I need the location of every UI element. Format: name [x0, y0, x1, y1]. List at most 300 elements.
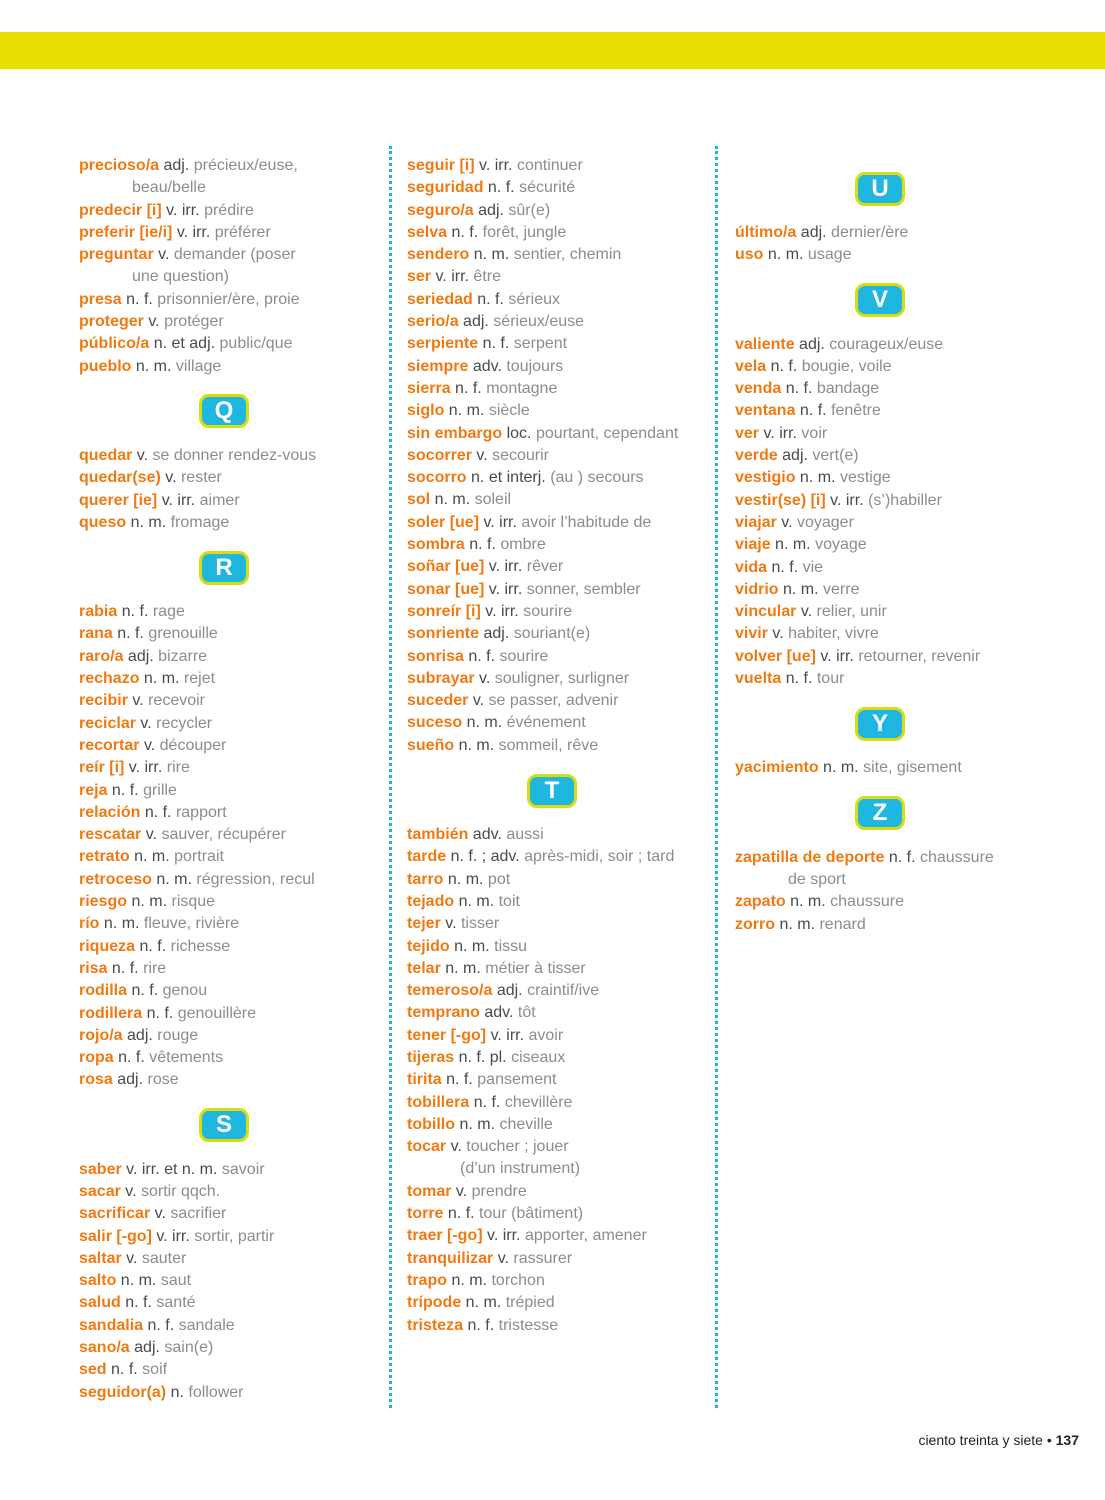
dictionary-column-1: [79, 155, 379, 1404]
column-divider-2: [715, 146, 718, 1408]
dictionary-entry: [79, 869, 379, 891]
entry-headword: vidrio: [735, 580, 779, 598]
entry-headword: tijeras: [407, 1048, 455, 1066]
entry-definition: sauver, récupérer: [161, 826, 286, 844]
entry-grammar: n. m.: [445, 959, 481, 977]
entry-headword: suceder: [407, 692, 469, 710]
letter-section-header: [735, 690, 1025, 757]
entry-headword: riesgo: [79, 893, 128, 911]
entry-grammar: n. f.: [446, 1071, 473, 1089]
entry-definition: siècle: [488, 402, 530, 420]
entry-definition: chaussure: [919, 848, 994, 866]
entry-definition: saut: [160, 1272, 192, 1290]
dictionary-entry: [79, 244, 379, 266]
entry-definition: sérieux/euse: [493, 313, 585, 331]
entry-headword: viaje: [735, 536, 771, 554]
dictionary-entry: [735, 623, 1035, 645]
dictionary-entry: [79, 222, 379, 244]
entry-definition: rejet: [183, 670, 216, 688]
entry-headword: sacrificar: [79, 1205, 151, 1223]
dictionary-entry: [407, 1225, 707, 1247]
entry-headword: reciclar: [79, 714, 136, 732]
entry-headword: seguir [i]: [407, 157, 475, 174]
entry-headword: sueño: [407, 736, 455, 754]
entry-headword: salir [-go]: [79, 1227, 152, 1245]
header-color-band: [0, 32, 1105, 69]
entry-grammar: n. f.: [117, 625, 144, 643]
entry-grammar: v. irr.: [435, 268, 469, 286]
dictionary-entry: [735, 400, 1035, 422]
entry-definition: tristesse: [498, 1316, 559, 1334]
entry-headword: subrayar: [407, 669, 475, 687]
entry-grammar: v.: [145, 826, 157, 844]
entry-grammar: n. m.: [448, 402, 485, 420]
entry-definition: vêtements: [149, 1049, 224, 1067]
entry-headword: ventana: [735, 402, 796, 420]
entry-definition: toujours: [506, 357, 564, 375]
entry-grammar: v.: [445, 915, 457, 933]
dictionary-entry: [79, 311, 379, 333]
page-footer: [918, 1432, 1079, 1448]
entry-grammar: n. m.: [130, 513, 167, 531]
entry-definition: montagne: [486, 379, 558, 397]
entry-headword: raro/a: [79, 647, 124, 665]
dictionary-entry: [735, 601, 1035, 623]
entry-headword: uso: [735, 246, 764, 264]
entry-definition: relier, unir: [816, 603, 887, 621]
entry-headword: sonrisa: [407, 647, 464, 665]
entry-definition: préférer: [214, 223, 271, 241]
entry-definition: trépied: [505, 1294, 555, 1312]
dictionary-entry: [407, 222, 707, 244]
dictionary-entry: [407, 668, 707, 690]
dictionary-entry: [79, 623, 379, 645]
entry-headword: último/a: [735, 224, 797, 241]
dictionary-entry: [407, 980, 707, 1002]
entry-headword: traer [-go]: [407, 1227, 483, 1245]
entry-definition: torchon: [491, 1271, 545, 1289]
entry-headword: pueblo: [79, 357, 132, 375]
dictionary-entry: [79, 1292, 379, 1314]
entry-headword: saber: [79, 1160, 122, 1178]
entry-headword: vuelta: [735, 670, 782, 688]
entry-grammar: n.: [170, 1383, 184, 1401]
entry-headword: rescatar: [79, 826, 142, 844]
entry-definition: fenêtre: [831, 402, 881, 420]
entry-definition: rassurer: [513, 1249, 573, 1267]
dictionary-entry: [407, 534, 707, 556]
dictionary-entry: [79, 1226, 379, 1248]
letter-badge: Z: [855, 796, 905, 830]
dictionary-entry: [79, 200, 379, 222]
entry-headword: risa: [79, 959, 108, 977]
entry-definition: souligner, surligner: [494, 669, 630, 687]
entry-definition: découper: [159, 736, 227, 754]
entry-definition: bandage: [816, 380, 880, 398]
entry-headword: telar: [407, 959, 441, 977]
entry-grammar: n. m.: [466, 714, 503, 732]
dictionary-entry: [407, 579, 707, 601]
entry-grammar: v.: [126, 1249, 138, 1267]
entry-headword: retrato: [79, 848, 130, 866]
entry-grammar: v. irr.: [483, 513, 517, 531]
entry-headword: quedar: [79, 446, 133, 464]
dictionary-entry: [735, 490, 1035, 512]
entry-headword: tirita: [407, 1071, 442, 1089]
entry-definition: rester: [180, 469, 222, 487]
entry-grammar: v.: [781, 513, 793, 531]
entry-definition: usage: [807, 246, 852, 264]
entry-definition: chaussure: [830, 893, 904, 911]
entry-headword: vincular: [735, 603, 797, 621]
entry-definition: cheville: [499, 1115, 553, 1133]
entry-headword: precioso/a: [79, 157, 160, 174]
entry-headword: rodillera: [79, 1004, 143, 1022]
entry-grammar: n. f.: [487, 179, 515, 197]
entry-grammar: v. irr.: [166, 201, 200, 219]
entry-grammar: v. irr.: [485, 602, 519, 620]
entry-headword: tobillo: [407, 1115, 455, 1133]
dictionary-entry: [407, 846, 707, 868]
letter-section-header: [735, 155, 1025, 222]
entry-definition: souriant(e): [513, 625, 591, 643]
entry-grammar: v. irr.: [128, 759, 163, 777]
entry-grammar: n. f.: [144, 803, 172, 821]
entry-grammar: n. m.: [454, 937, 490, 955]
entry-headword: sierra: [407, 379, 451, 397]
column-divider-1: [389, 146, 392, 1408]
entry-definition: voyage: [815, 536, 867, 554]
dictionary-entry: [407, 1069, 707, 1091]
dictionary-entry: [79, 1159, 379, 1181]
entry-grammar: n. m.: [451, 1271, 488, 1289]
entry-headword: vivir: [735, 625, 768, 643]
dictionary-entry: [407, 177, 707, 199]
entry-definition: protéger: [164, 313, 224, 331]
dictionary-entry: [79, 1181, 379, 1203]
dictionary-entry: [407, 1203, 707, 1225]
entry-definition: avoir: [528, 1026, 564, 1044]
entry-definition: se passer, advenir: [488, 692, 619, 710]
entry-grammar: v. irr.: [488, 558, 523, 576]
entry-grammar: n. m.: [134, 848, 170, 866]
entry-grammar: n. f.: [455, 379, 482, 397]
entry-definition: se donner rendez-vous: [152, 446, 317, 464]
entry-grammar: n. f.: [888, 848, 916, 866]
entry-grammar: n. m.: [135, 357, 172, 375]
entry-grammar: adv.: [472, 826, 502, 844]
entry-grammar: n. m.: [779, 915, 816, 933]
entry-grammar: n. f.: [125, 1294, 152, 1312]
entry-definition: genou: [162, 982, 208, 1000]
entry-grammar: n. m.: [783, 580, 819, 598]
entry-headword: tobillera: [407, 1093, 470, 1111]
entry-grammar: n. f.: [771, 558, 799, 576]
entry-headword: sonreír [i]: [407, 602, 481, 620]
entry-grammar: v. irr.: [479, 157, 513, 174]
entry-grammar: adj.: [782, 447, 808, 465]
entry-headword: relación: [79, 803, 141, 821]
dictionary-entry: [407, 712, 707, 734]
entry-definition: sandale: [178, 1316, 235, 1334]
entry-grammar: n. f.: [146, 1004, 174, 1022]
entry-grammar: v. irr.: [488, 580, 523, 598]
entry-definition: rage: [152, 603, 185, 621]
dictionary-entry: [79, 1270, 379, 1292]
entry-headword: yacimiento: [735, 759, 819, 777]
letter-badge: T: [527, 774, 577, 808]
entry-headword: rabia: [79, 603, 118, 621]
entry-headword: serpiente: [407, 335, 479, 353]
entry-headword: seriedad: [407, 290, 473, 308]
dictionary-entry: [407, 1292, 707, 1314]
entry-grammar: n. f. ; adv.: [450, 848, 520, 866]
entry-grammar: n. f.: [447, 1205, 475, 1223]
letter-badge: V: [855, 283, 905, 317]
entry-headword: tarro: [407, 870, 444, 888]
entry-definition: (s’)habiller: [868, 491, 942, 509]
entry-grammar: v.: [136, 446, 149, 464]
entry-headword: sol: [407, 491, 431, 509]
entry-definition: sourire: [499, 647, 549, 665]
dictionary-entry: [407, 1181, 707, 1203]
entry-grammar: adj.: [127, 1026, 153, 1044]
entry-headword: tener [-go]: [407, 1026, 487, 1044]
entry-headword: zapato: [735, 893, 786, 911]
dictionary-entry: [79, 824, 379, 846]
entry-definition: continuer: [516, 157, 583, 174]
dictionary-entry: [79, 891, 379, 913]
entry-headword: siempre: [407, 357, 469, 375]
entry-grammar: adv.: [484, 1004, 514, 1022]
entry-grammar: v. irr. et n. m.: [126, 1160, 218, 1178]
dictionary-entry: [407, 423, 707, 445]
dictionary-entry: [735, 557, 1035, 579]
entry-headword: vela: [735, 357, 767, 375]
entry-headword: sed: [79, 1361, 107, 1379]
entry-grammar: adj.: [134, 1339, 160, 1357]
dictionary-entry: [79, 646, 379, 668]
entry-headword: retroceso: [79, 870, 152, 888]
entry-definition: régression, recul: [196, 870, 315, 888]
dictionary-column-3: [735, 155, 1035, 936]
dictionary-entry: [735, 334, 1035, 356]
dictionary-entry: [79, 735, 379, 757]
entry-definition: retourner, revenir: [858, 647, 981, 665]
entry-headword: tristeza: [407, 1316, 464, 1334]
dictionary-entry: [407, 690, 707, 712]
entry-headword: trípode: [407, 1294, 462, 1312]
entry-grammar: n. m.: [459, 1115, 495, 1133]
dictionary-entry: [79, 846, 379, 868]
entry-definition: grille: [143, 781, 177, 799]
entry-headword: predecir [i]: [79, 201, 162, 219]
entry-grammar: v. irr.: [490, 1026, 525, 1044]
entry-grammar: n. m.: [103, 915, 140, 933]
entry-headword: socorrer: [407, 446, 472, 464]
entry-definition: sourire: [523, 602, 573, 620]
entry-grammar: n. f.: [770, 357, 798, 375]
entry-definition: tour: [816, 670, 845, 688]
dictionary-entry: [735, 512, 1035, 534]
entry-grammar: n. f.: [147, 1316, 175, 1334]
entry-definition: ombre: [500, 536, 546, 554]
entry-continuation: de sport: [788, 870, 846, 888]
entry-definition: sérieux: [508, 290, 560, 308]
entry-grammar: v.: [125, 1182, 137, 1200]
entry-grammar: n. f.: [482, 335, 510, 353]
entry-continuation: une question): [132, 268, 229, 286]
entry-grammar: n. m.: [156, 870, 192, 888]
entry-headword: sonriente: [407, 625, 480, 643]
entry-definition: voyager: [796, 513, 854, 531]
dictionary-entry: [79, 490, 379, 512]
dictionary-entry: [735, 467, 1035, 489]
entry-grammar: adj.: [127, 647, 154, 665]
entry-definition: prédire: [204, 201, 254, 219]
entry-definition: richesse: [170, 937, 231, 955]
entry-definition: pourtant, cependant: [535, 424, 679, 442]
entry-headword: tranquilizar: [407, 1249, 494, 1267]
entry-headword: venda: [735, 380, 782, 398]
entry-definition: (au ) secours: [550, 469, 644, 487]
entry-headword: público/a: [79, 335, 150, 353]
entry-headword: salud: [79, 1294, 121, 1312]
entry-grammar: n. m.: [775, 536, 811, 554]
entry-definition: toucher ; jouer: [466, 1138, 569, 1156]
entry-grammar: v.: [476, 446, 488, 464]
entry-definition: habiter, vivre: [788, 625, 879, 643]
entry-grammar: n. m.: [447, 870, 484, 888]
dictionary-entry: [407, 735, 707, 757]
entry-grammar: adj.: [483, 625, 510, 643]
entry-grammar: v.: [455, 1182, 468, 1200]
entry-grammar: n. f.: [131, 982, 159, 1000]
entry-headword: temeroso/a: [407, 982, 493, 1000]
entry-definition: aussi: [506, 826, 544, 844]
entry-headword: recibir: [79, 692, 128, 710]
entry-headword: tarde: [407, 848, 447, 866]
entry-headword: valiente: [735, 335, 795, 353]
entry-headword: sacar: [79, 1182, 121, 1200]
entry-grammar: adj.: [163, 157, 190, 174]
dictionary-entry: [407, 824, 707, 846]
dictionary-column-2: [407, 155, 707, 1337]
dictionary-entry: [735, 579, 1035, 601]
dictionary-entry: [407, 601, 707, 623]
dictionary-entry: [79, 1203, 379, 1225]
entry-definition: site, gisement: [863, 759, 962, 777]
entry-definition: rose: [147, 1071, 179, 1089]
dictionary-entry: [79, 1359, 379, 1381]
entry-headword: riqueza: [79, 937, 136, 955]
entry-headword: rodilla: [79, 982, 128, 1000]
dictionary-entry: [407, 266, 707, 288]
entry-headword: río: [79, 915, 100, 933]
entry-grammar: v.: [497, 1249, 509, 1267]
entry-grammar: v. irr.: [156, 1227, 190, 1245]
dictionary-entry: [79, 958, 379, 980]
dictionary-entry: [407, 1248, 707, 1270]
entry-headword: viajar: [735, 513, 777, 531]
entry-grammar: n. f.: [111, 959, 139, 977]
dictionary-entry: [79, 713, 379, 735]
dictionary-entry: [735, 378, 1035, 400]
entry-grammar: n. f.: [785, 670, 813, 688]
entry-headword: tocar: [407, 1138, 447, 1156]
dictionary-entry: [79, 601, 379, 623]
dictionary-entry: [407, 1136, 707, 1158]
entry-headword: volver [ue]: [735, 647, 816, 665]
entry-grammar: n. m.: [823, 759, 859, 777]
entry-grammar: v. irr.: [763, 424, 797, 442]
dictionary-entry: [79, 1069, 379, 1091]
entry-headword: verde: [735, 447, 778, 465]
dictionary-entry: [79, 780, 379, 802]
entry-headword: torre: [407, 1205, 444, 1223]
dictionary-entry: [79, 356, 379, 378]
entry-headword: tejer: [407, 915, 441, 933]
dictionary-entry: [407, 512, 707, 534]
entry-grammar: n. m.: [434, 491, 471, 509]
entry-headword: zapatilla de deporte: [735, 848, 885, 866]
entry-headword: sano/a: [79, 1339, 130, 1357]
entry-grammar: n. m.: [458, 892, 495, 910]
letter-section-header: [79, 1092, 369, 1159]
dictionary-entry: [79, 668, 379, 690]
dictionary-entry: [79, 802, 379, 824]
entry-definition: rire: [166, 759, 190, 777]
entry-grammar: n. m.: [120, 1272, 157, 1290]
entry-definition: forêt, jungle: [482, 223, 567, 241]
entry-headword: queso: [79, 513, 127, 531]
entry-grammar: v.: [132, 692, 144, 710]
dictionary-entry: [79, 757, 379, 779]
entry-headword: reja: [79, 781, 108, 799]
dictionary-entry: [407, 1092, 707, 1114]
entry-headword: ropa: [79, 1049, 114, 1067]
entry-grammar: adj.: [478, 201, 504, 219]
entry-definition: ciseaux: [511, 1048, 566, 1066]
letter-section-header: [79, 378, 369, 445]
entry-continuation: beau/belle: [132, 179, 206, 197]
entry-definition: prendre: [471, 1182, 527, 1200]
entry-grammar: n. f.: [111, 781, 139, 799]
dictionary-entry: [735, 891, 1035, 913]
entry-grammar: n. f.: [467, 1316, 495, 1334]
entry-grammar: loc.: [506, 424, 532, 442]
dictionary-entry: [407, 1114, 707, 1136]
entry-definition: sortir qqch.: [141, 1182, 221, 1200]
dictionary-entry: [407, 400, 707, 422]
entry-grammar: v.: [165, 469, 177, 487]
entry-definition: pot: [487, 870, 511, 888]
entry-definition: vestige: [839, 469, 891, 487]
letter-badge: Y: [855, 707, 905, 741]
entry-headword: rana: [79, 625, 113, 643]
entry-headword: querer [ie]: [79, 491, 158, 509]
entry-grammar: n. m.: [465, 1294, 502, 1312]
page-number-words: ciento treinta y siete: [918, 1432, 1043, 1448]
entry-definition: sûr(e): [508, 201, 551, 219]
entry-definition: follower: [188, 1383, 244, 1401]
dictionary-entry: [79, 690, 379, 712]
entry-headword: zorro: [735, 915, 775, 933]
entry-headword: sombra: [407, 536, 465, 554]
entry-definition: portrait: [174, 848, 224, 866]
entry-grammar: adj.: [800, 224, 827, 241]
dictionary-entry: [407, 311, 707, 333]
